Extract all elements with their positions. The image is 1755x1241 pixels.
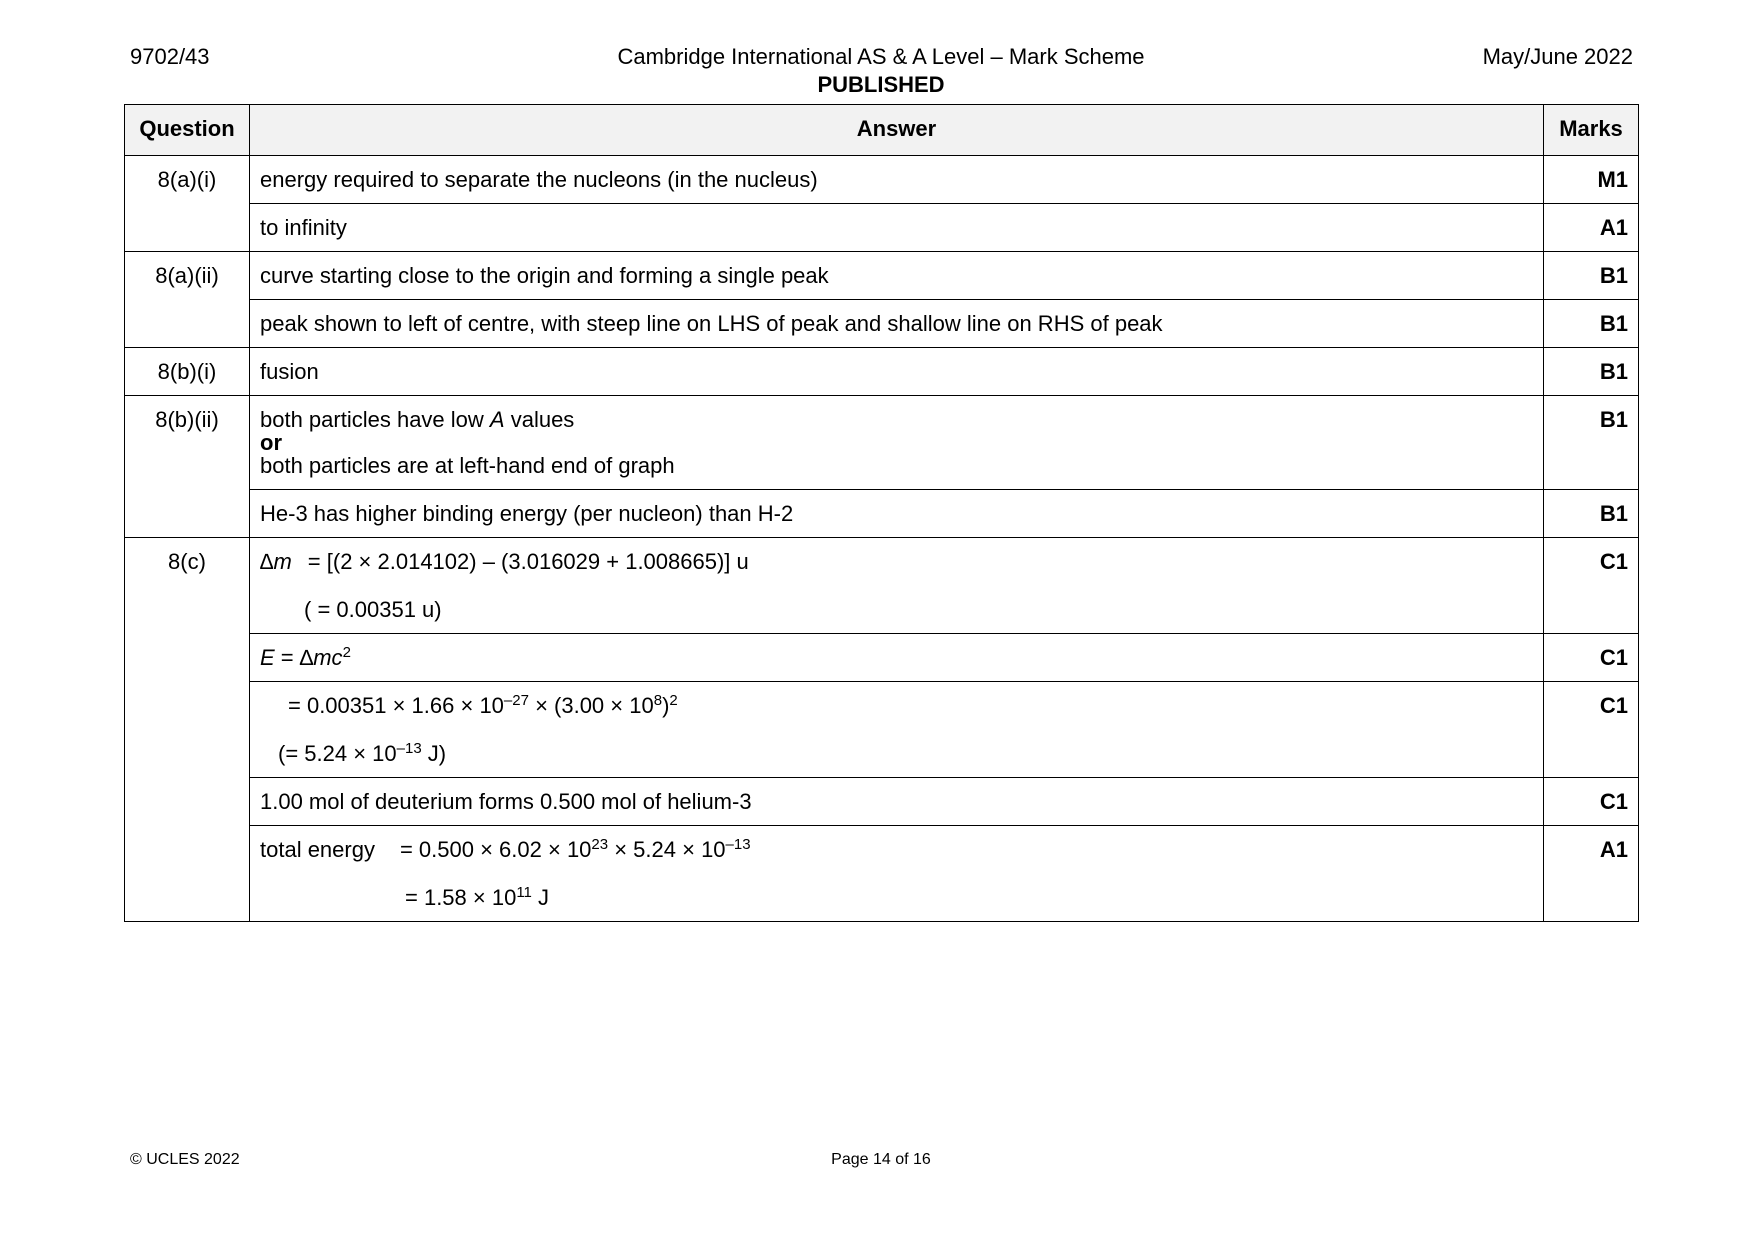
exponent: –13	[396, 740, 422, 757]
question-number: 8(b)(ii)	[125, 396, 250, 538]
answer-cell	[250, 396, 1544, 490]
table-row	[125, 682, 1639, 778]
final-result	[260, 885, 1533, 911]
mark-cell: B1	[1544, 300, 1639, 348]
equation-text: )	[662, 693, 670, 718]
answer-cell: energy required to separate the nucleons (in the nucleus)	[250, 156, 1544, 204]
answer-cell: fusion	[250, 348, 1544, 396]
intermediate-result: ( = 0.00351 u)	[304, 597, 442, 622]
answer-cell: He-3 has higher binding energy (per nucleon) than H-2	[250, 490, 1544, 538]
paper-code: 9702/43	[130, 44, 210, 69]
mark-cell: C1	[1544, 778, 1639, 826]
exponent: 11	[516, 884, 532, 901]
answer-cell: peak shown to left of centre, with steep line on LHS of peak and shallow line on RHS of peak	[250, 300, 1544, 348]
equation-text: = 0.500 × 6.02 × 10	[399, 837, 592, 862]
answer-text: values	[504, 407, 575, 432]
exponent: 8	[653, 692, 663, 709]
table-row	[125, 300, 1639, 348]
mark-cell: B1	[1544, 490, 1639, 538]
exam-session: May/June 2022	[1482, 44, 1633, 69]
result-text: J)	[421, 741, 447, 766]
exponent: 23	[591, 836, 609, 853]
marks-column-header: Marks	[1544, 105, 1639, 156]
answer-cell	[250, 634, 1544, 682]
answer-cell	[250, 826, 1544, 922]
answer-label: total energy	[260, 837, 375, 862]
variable-symbol: A	[489, 407, 505, 432]
table-row	[125, 396, 1639, 490]
or-separator: or	[260, 430, 282, 455]
result-text: = 1.58 × 10	[405, 885, 517, 910]
equation-text: × 5.24 × 10	[608, 837, 726, 862]
exponent: 2	[342, 644, 351, 661]
result-text: (= 5.24 × 10	[278, 741, 397, 766]
answer-cell: 1.00 mol of deuterium forms 0.500 mol of helium-3	[250, 778, 1544, 826]
exponent: –13	[725, 836, 751, 853]
table-row	[125, 204, 1639, 252]
page-number: Page 14 of 16	[831, 1151, 931, 1168]
answer-line	[260, 693, 1533, 719]
answer-line	[260, 837, 1533, 863]
mark-cell: B1	[1544, 252, 1639, 300]
exponent: –27	[503, 692, 529, 709]
answer-line: both particles are at left-hand end of graph	[260, 453, 675, 478]
question-number: 8(a)(ii)	[125, 252, 250, 348]
copyright-notice: © UCLES 2022	[130, 1151, 240, 1168]
table-row	[125, 778, 1639, 826]
table-header-row	[125, 105, 1639, 156]
answer-line	[260, 549, 1533, 575]
table-row	[125, 634, 1639, 682]
title-text: Cambridge International AS & A Level – Mark Scheme	[617, 44, 1145, 69]
answer-cell: curve starting close to the origin and forming a single peak	[250, 252, 1544, 300]
mark-cell: B1	[1544, 396, 1639, 490]
answer-cell	[250, 682, 1544, 778]
mark-cell: A1	[1544, 204, 1639, 252]
mark-cell: M1	[1544, 156, 1639, 204]
answer-column-header: Answer	[250, 105, 1544, 156]
table-row	[125, 348, 1639, 396]
question-column-header: Question	[125, 105, 250, 156]
mark-cell: B1	[1544, 348, 1639, 396]
table-row	[125, 826, 1639, 922]
table-row	[125, 490, 1639, 538]
delta-m-symbol: ∆m	[260, 549, 292, 574]
mark-cell: A1	[1544, 826, 1639, 922]
answer-text: both particles have low	[260, 407, 490, 432]
energy-symbol: E	[260, 645, 275, 670]
table-row	[125, 252, 1639, 300]
mark-cell: C1	[1544, 682, 1639, 778]
table-row	[125, 156, 1639, 204]
mark-cell: C1	[1544, 538, 1639, 634]
answer-cell	[250, 538, 1544, 634]
exponent: 2	[669, 692, 678, 709]
question-number: 8(b)(i)	[125, 348, 250, 396]
answer-cell: to infinity	[250, 204, 1544, 252]
answer-line	[260, 407, 1533, 433]
equation-text: × (3.00 × 10	[528, 693, 654, 718]
question-number: 8(c)	[125, 538, 250, 922]
mark-scheme-table	[124, 104, 1639, 922]
published-label: PUBLISHED	[817, 72, 945, 97]
equation-text: = 0.00351 × 1.66 × 10	[288, 693, 504, 718]
equation-text: mc	[313, 645, 343, 670]
intermediate-result	[260, 741, 1533, 767]
mark-cell: C1	[1544, 634, 1639, 682]
table-row	[125, 538, 1639, 634]
result-text: J	[531, 885, 550, 910]
question-number: 8(a)(i)	[125, 156, 250, 252]
equation-text: = ∆	[274, 645, 314, 670]
equation-text: = [(2 × 2.014102) – (3.016029 + 1.008665)] u	[307, 549, 749, 574]
